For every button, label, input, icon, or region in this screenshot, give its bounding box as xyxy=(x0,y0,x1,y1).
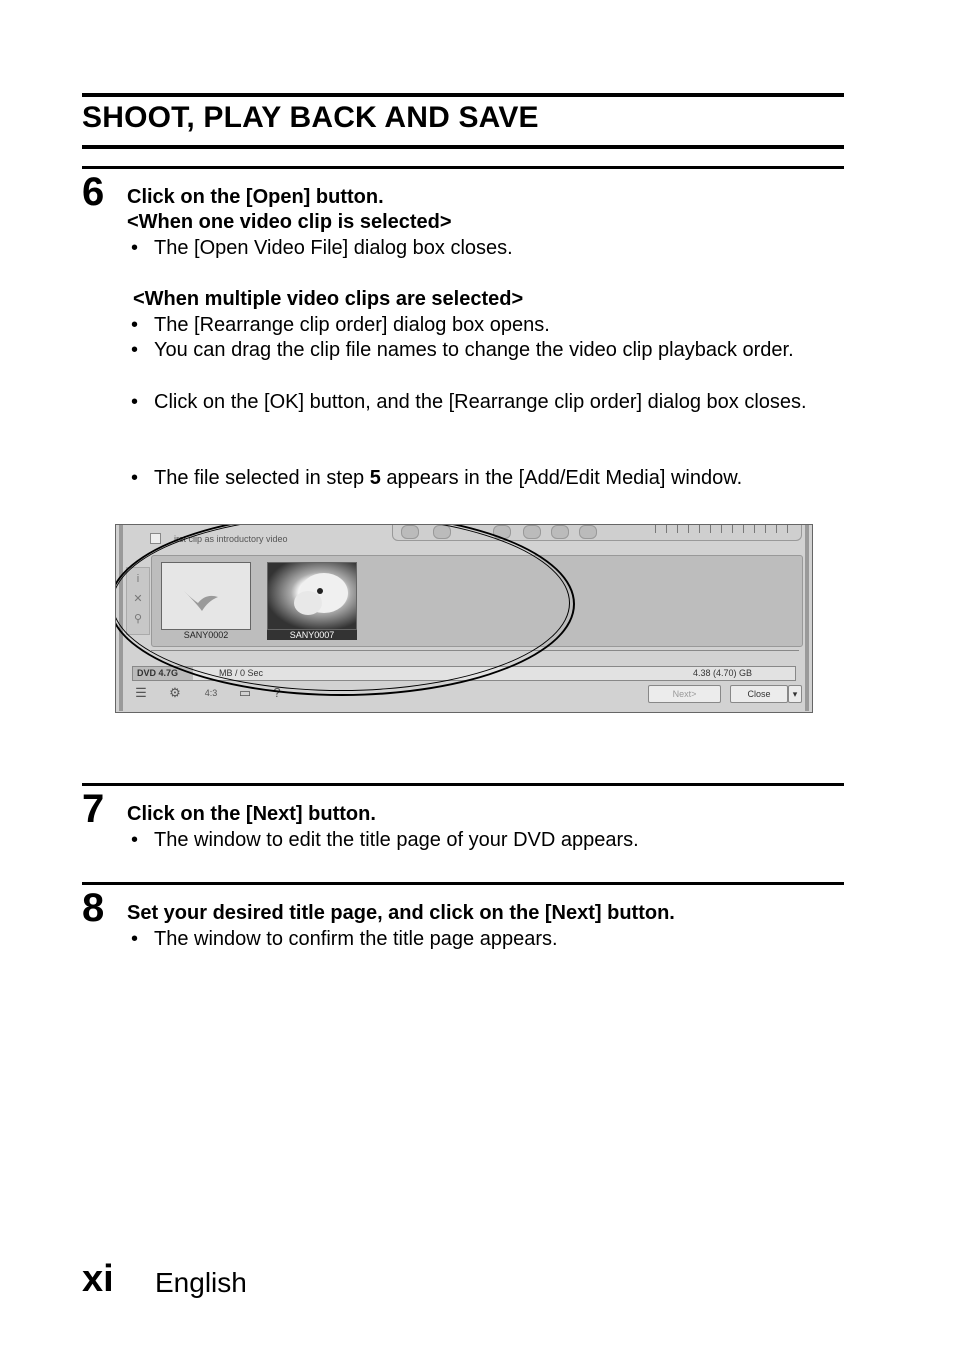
step-6-heading: Click on the [Open] button. xyxy=(127,186,384,208)
close-dropdown-button[interactable]: ▾ xyxy=(788,685,802,703)
delete-icon[interactable]: ✕ xyxy=(133,593,143,605)
step-6-final-bullet: • The file selected in step 5 appears in the [Add/Edit Media] window. xyxy=(131,467,743,489)
disc-type-label: DVD 4.7G xyxy=(137,668,179,678)
info-icon[interactable]: i xyxy=(136,573,140,585)
step-7-number: 7 xyxy=(82,787,105,831)
settings-icon[interactable]: ⚙ xyxy=(169,685,181,700)
intro-video-checkbox[interactable] xyxy=(150,533,161,544)
step-8-number: 8 xyxy=(82,886,105,930)
step-8-heading: Set your desired title page, and click on the [Next] button. xyxy=(127,902,675,924)
next-icon[interactable] xyxy=(551,525,569,539)
clip-name-2: SANY0007 xyxy=(267,630,357,640)
page-number: xi xyxy=(82,1258,114,1300)
step-7-bullet: • The window to edit the title page of your DVD appears. xyxy=(131,829,639,851)
section-rule-bottom xyxy=(82,145,844,149)
forward-icon[interactable] xyxy=(523,525,541,539)
step-8-bullet: • The window to confirm the title page appears. xyxy=(131,928,558,950)
step-6-rule xyxy=(82,166,844,169)
language-label: English xyxy=(155,1267,247,1298)
step-6-single-bullet: • The [Open Video File] dialog box closes. xyxy=(131,237,513,259)
disc-capacity-text: 4.38 (4.70) GB xyxy=(693,668,753,678)
section-rule-top xyxy=(82,93,844,97)
step-7-heading: Click on the [Next] button. xyxy=(127,803,376,825)
zoom-icon[interactable]: ⚲ xyxy=(133,613,143,625)
next-button[interactable]: Next> xyxy=(648,685,721,703)
timeline-ticks xyxy=(655,525,791,533)
step-7-rule xyxy=(82,783,844,786)
step-6-sub-multiple: <When multiple video clips are selected> xyxy=(133,288,524,310)
repeat-icon[interactable] xyxy=(579,525,597,539)
step-6-number: 6 xyxy=(82,170,105,214)
step-6-multi-bullet-2: • You can drag the clip file names to change the video clip playback order. xyxy=(131,339,794,361)
clip-name-1: SANY0002 xyxy=(183,630,229,640)
step-6-multi-bullet-1: • The [Rearrange clip order] dialog box opens. xyxy=(131,314,550,336)
step-8-rule xyxy=(82,882,844,885)
list-icon[interactable]: ☰ xyxy=(135,685,147,700)
window-frame-right xyxy=(805,525,809,711)
section-title: SHOOT, PLAY BACK AND SAVE xyxy=(82,101,539,134)
disc-usage-text: MB / 0 Sec xyxy=(219,668,264,678)
step-6-multi-bullet-3: • Click on the [OK] button, and the [Rearrange clip order] dialog box closes. xyxy=(131,391,807,413)
intro-video-label: irst clip as introductory video xyxy=(174,534,288,544)
add-edit-media-screenshot xyxy=(115,524,813,713)
aspect-ratio-icon[interactable]: 4:3 xyxy=(204,688,218,698)
disc-drive-icon[interactable]: ▭ xyxy=(238,685,252,700)
step-6-sub-single: <When one video clip is selected> xyxy=(127,211,452,233)
help-icon[interactable]: ? xyxy=(273,685,281,700)
close-button[interactable]: Close xyxy=(730,685,788,703)
